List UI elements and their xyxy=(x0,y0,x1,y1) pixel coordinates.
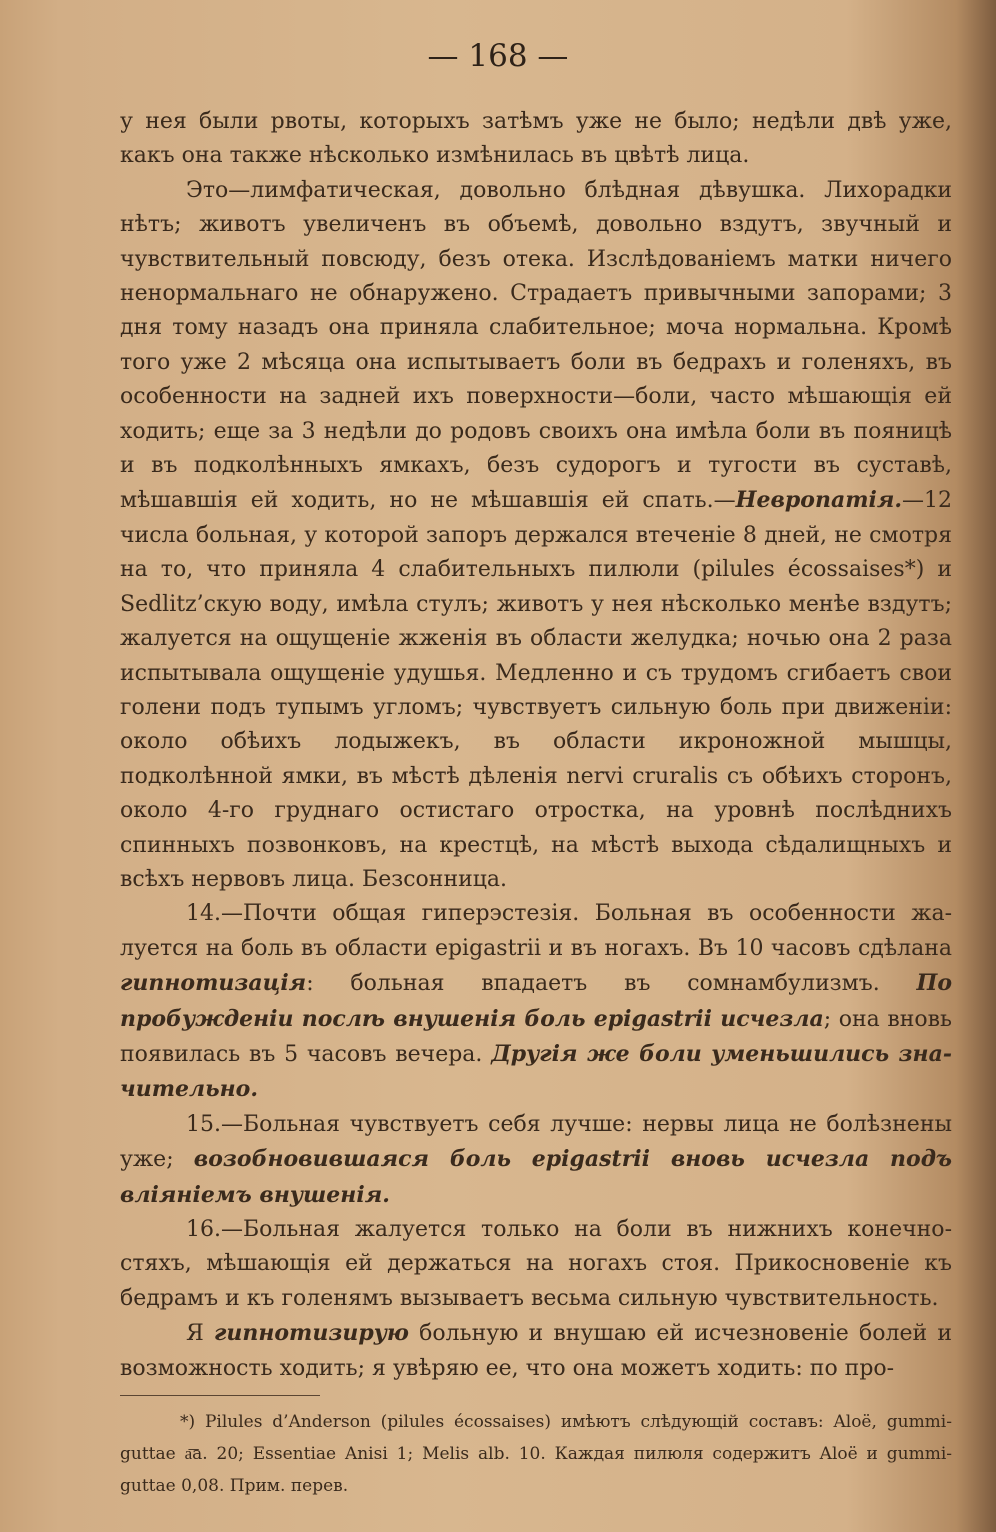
page-number: — 168 — xyxy=(427,38,569,74)
paragraph xyxy=(120,174,952,898)
emphasis-text: По пробужденіи послѣ внушенія боль epigastrii исчезла xyxy=(120,970,952,1032)
footnote-text: *) Pilules d’Anderson (pilules écossaises) имѣютъ слѣдующій составъ: Aloë, gummi-guttae a͞a. 20; Essentiae Anisi 1; Melis alb. 10. Каждая пилюля содержитъ Aloë и gummi-guttae 0,08. Прим. перев. xyxy=(120,1412,952,1496)
paragraph xyxy=(120,105,952,174)
text-run: 15.—Больная чувствуетъ себя лучше: нервы лица не болѣзнены уже; xyxy=(120,1111,952,1173)
emphasis-text: Другія же боли уменьшились значительно. xyxy=(120,1040,952,1103)
text-run: больную и внушаю ей исчезновеніе болей и возможность ходить; я увѣряю ее, что она можетъ ходить: по про- xyxy=(120,1321,952,1381)
paragraph xyxy=(120,1108,952,1213)
text-run: 14.—Почти общая гиперэстезія. Больная въ особенности жалуется на боль въ области epigastrii и въ ногахъ. Въ 10 часовъ сдѣлана xyxy=(120,901,952,961)
text-run: —12 числа больная, у которой запоръ держался втеченіе 8 дней, не смотря на то, что приняла 4 слабительныхъ пилюли (pilules écossaises*) и Sedlitz’скую воду, имѣла стулъ; животъ у нея нѣсколько менѣе вздутъ; жалуется на ощущеніе жженія въ области желудка; ночью она 2 раза испытывала ощущеніе удушья. Медленно и съ трудомъ сгибаетъ свои голени подъ тупымъ угломъ; чувствуетъ сильную боль при движеніи: около обѣихъ лодыжекъ, въ области икроножной мышцы, подколѣнной ямки, въ мѣстѣ дѣленія nervi cruralis съ обѣихъ сторонъ, около 4-го груднаго остистаго отростка, на уровнѣ послѣднихъ спинныхъ позвонковъ, на крестцѣ, на мѣстѣ выхода сѣдалищныхъ и всѣхъ нервовъ лица. Безсонница. xyxy=(120,488,952,892)
main-text xyxy=(120,105,952,1386)
text-run: Я xyxy=(186,1321,214,1347)
footnote xyxy=(120,1406,952,1502)
text-run: : больная впадаетъ въ сомнамбулизмъ. xyxy=(306,971,917,997)
emphasis-text: гипнотизація xyxy=(120,970,307,997)
text-run: 16.—Больная жалуется только на боли въ нижнихъ конечностяхъ, мѣшающія ей держаться на ногахъ стоя. Прикосновеніе къ бедрамъ и къ голенямъ вызываетъ весьма сильную чувствительность. xyxy=(120,1217,952,1311)
text-run: ; она вновь появилась въ 5 часовъ вечера. xyxy=(120,1006,952,1067)
text-run: у нея были рвоты, которыхъ затѣмъ уже не было; недѣли двѣ уже, какъ она также нѣсколько измѣнилась въ цвѣтѣ лица. xyxy=(120,109,952,169)
emphasis-text: Невропатія. xyxy=(735,487,902,514)
text-run: Это—лимфатическая, довольно блѣдная дѣвушка. Лихорадки нѣтъ; животъ увеличенъ въ объемѣ, довольно вздутъ, звучный и чувствительный повсюду, безъ отека. Изслѣдованіемъ матки ничего ненормальнаго не обнаружено. Страдаетъ привычными запорами; 3 дня тому назадъ она приняла слабительное; моча нормальна. Кромѣ того уже 2 мѣсяца она испытываетъ боли въ бедрахъ и голеняхъ, въ особенности на задней ихъ поверхности—боли, часто мѣшающія ей ходить; еще за 3 недѣли до родовъ своихъ она имѣла боли въ пояницѣ и въ подколѣнныхъ ямкахъ, безъ судорогъ и тугости въ суставѣ, мѣшавшія ей ходить, но не мѣшавшія ей спать.— xyxy=(120,177,952,514)
emphasis-text: гипнотизирую xyxy=(213,1320,409,1347)
paragraph xyxy=(120,1316,952,1386)
footnote-rule xyxy=(120,1395,320,1396)
emphasis-text: возобновившаяся боль epigastrii вновь исчезла подъ вліяніемъ внушенія. xyxy=(120,1146,952,1208)
paragraph xyxy=(120,897,952,1107)
paragraph xyxy=(120,1213,952,1316)
